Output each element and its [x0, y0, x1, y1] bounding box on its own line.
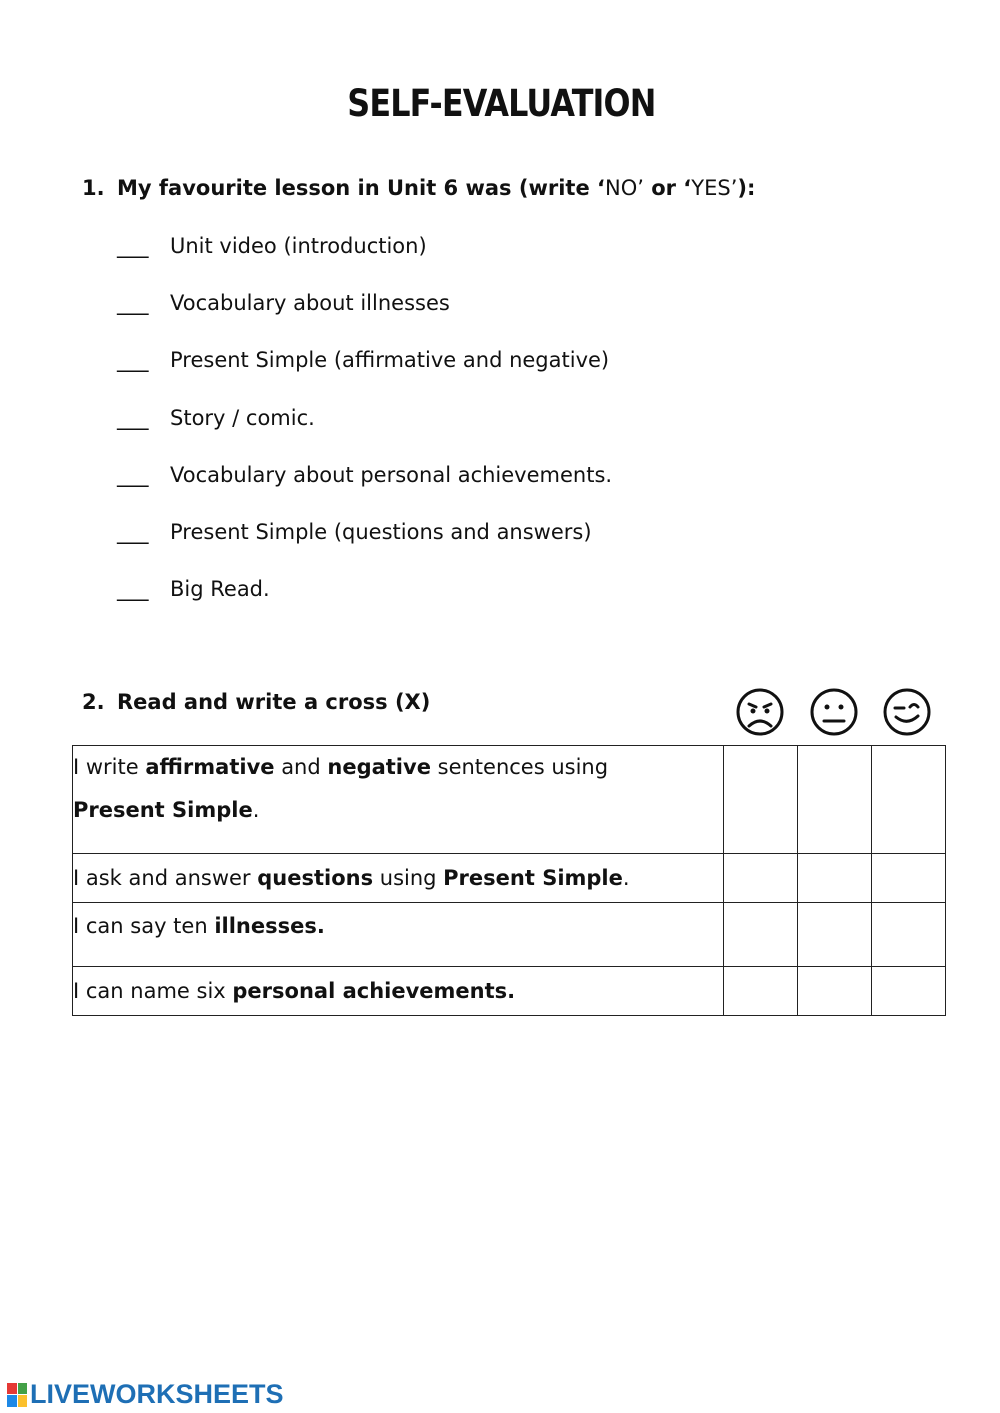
rating-sad-box[interactable]: [724, 967, 798, 1016]
self-evaluation-table: [72, 745, 946, 1016]
table-row: [73, 903, 946, 967]
rating-sad-box[interactable]: [724, 854, 798, 903]
winking-face-icon: [881, 686, 933, 738]
lesson-item: ___ Story / comic.: [117, 402, 612, 459]
lesson-list: [117, 230, 612, 630]
lesson-item: ___ Big Read.: [117, 573, 612, 630]
table-row: [73, 746, 946, 854]
table-row: [73, 967, 946, 1016]
lesson-item: ___ Vocabulary about illnesses: [117, 287, 612, 344]
answer-blank[interactable]: ___: [117, 348, 149, 373]
lesson-item: ___ Vocabulary about personal achievements.: [117, 459, 612, 516]
rating-faces: [0, 686, 1000, 738]
brand-mark-icon: [7, 1383, 27, 1407]
rating-happy-box[interactable]: [872, 967, 946, 1016]
liveworksheets-logo: [7, 1379, 284, 1410]
rating-happy-box[interactable]: [872, 854, 946, 903]
question-2-heading: 2. Read and write a cross (X): [82, 690, 431, 714]
rating-happy-box[interactable]: [872, 746, 946, 854]
page-title: SELF-EVALUATION: [347, 82, 656, 125]
rating-neutral-box[interactable]: [798, 854, 872, 903]
answer-blank[interactable]: ___: [117, 234, 149, 258]
question-number: 2.: [82, 690, 105, 714]
answer-blank[interactable]: ___: [117, 519, 149, 544]
brand-name: LIVEWORKSHEETS: [30, 1379, 284, 1409]
question-number: 1.: [82, 176, 105, 200]
rating-neutral-box[interactable]: [798, 746, 872, 854]
answer-blank[interactable]: ___: [117, 462, 149, 487]
rating-sad-box[interactable]: [724, 903, 798, 967]
lesson-item: ___ Present Simple (questions and answers): [117, 516, 612, 573]
statement-cell: I write affirmative and negative sentences using Present Simple.: [73, 746, 724, 854]
neutral-face-icon: [808, 686, 860, 738]
rating-neutral-box[interactable]: [798, 967, 872, 1016]
statement-cell: I can name six personal achievements.: [73, 967, 724, 1016]
rating-neutral-box[interactable]: [798, 903, 872, 967]
lesson-item: ___ Unit video (introduction): [117, 230, 612, 287]
question-1-heading: 1. My favourite lesson in Unit 6 was (write ‘NO’ or ‘YES’):: [82, 176, 756, 200]
table-row: [73, 854, 946, 903]
answer-blank[interactable]: ___: [117, 405, 149, 430]
rating-sad-box[interactable]: [724, 746, 798, 854]
rating-happy-box[interactable]: [872, 903, 946, 967]
lesson-item: ___ Present Simple (affirmative and negative): [117, 344, 612, 401]
answer-blank[interactable]: ___: [117, 577, 149, 602]
answer-blank[interactable]: ___: [117, 291, 149, 316]
statement-cell: I ask and answer questions using Present Simple.: [73, 854, 724, 903]
sad-face-icon: [734, 686, 786, 738]
statement-cell: I can say ten illnesses.: [73, 903, 724, 967]
